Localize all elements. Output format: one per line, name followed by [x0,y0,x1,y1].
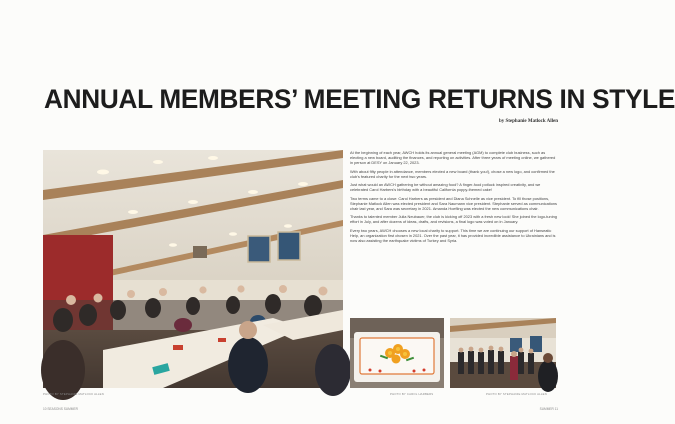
group-photo-credit: PHOTO BY STEPHANIE MATLOCK ALLEN [486,392,547,396]
cake-photo [350,318,444,388]
meeting-photo [43,150,343,388]
article-paragraph: Two terms came to a close: Carol Harbers as president and Diana Schnelle as vice president. To fill those positions, Stephanie Matlock Allen was elected president and Sara Naumann vice president. Stephanie served as communications chair last year, and Sara was secretary in 2021. Amanda Hoefling was elected the new communications chair. [350,195,557,211]
article-paragraph: At the beginning of each year, AWCH holds its annual general meeting (AGM) to complete club business, such as electing a new board, auditing the finances, and reporting on activities. After three years of meeting online, we gathered in person at DESY on January 22, 2023. [350,150,556,165]
footer-right-folio: SUMMER 11 [539,407,558,411]
cake-photo-credit: PHOTO BY CAROL HARBERS [390,392,434,396]
article-paragraph: Thanks to talented member Julia Neubauer, the club is kicking off 2023 with a fresh new look! She joined the logo-tuning effort in July, and after dozens of ideas, drafts, and revisions, a final logo was voted on in January. [350,214,557,224]
footer-left-folio: 10 SEASONS SUMMER [43,407,78,411]
article-headline: ANNUAL MEMBERS’ MEETING RETURNS IN STYLE [44,84,675,114]
article-byline: by Stephanie Matlock Allen [498,119,558,124]
article-body [350,150,558,246]
group-photo [450,318,556,388]
article-paragraph: Every two years, AWCH chooses a new local charity to support. This time we are continuing our support of Hanseatic Help, an organization first chosen in 2021. Over the past year, it has provided incredible assistance to Ukrainians and is now also assisting the earthquake victims of Turkey and Syria. [350,227,556,243]
article-paragraph: With about fifty people in attendance, members elected a new board (thank you!), chose a new logo, and confirmed the club's featured charity for the next two years. [350,168,555,179]
main-photo-credit: PHOTO BY STEPHANIE MATLOCK ALLEN [43,392,104,396]
article-paragraph: Just what would an AWCH gathering be without amazing food? A finger-food potluck inspired creativity, and we celebrated Carol Harbers's birthday with a beautiful California poppy-themed cake! [350,182,541,192]
